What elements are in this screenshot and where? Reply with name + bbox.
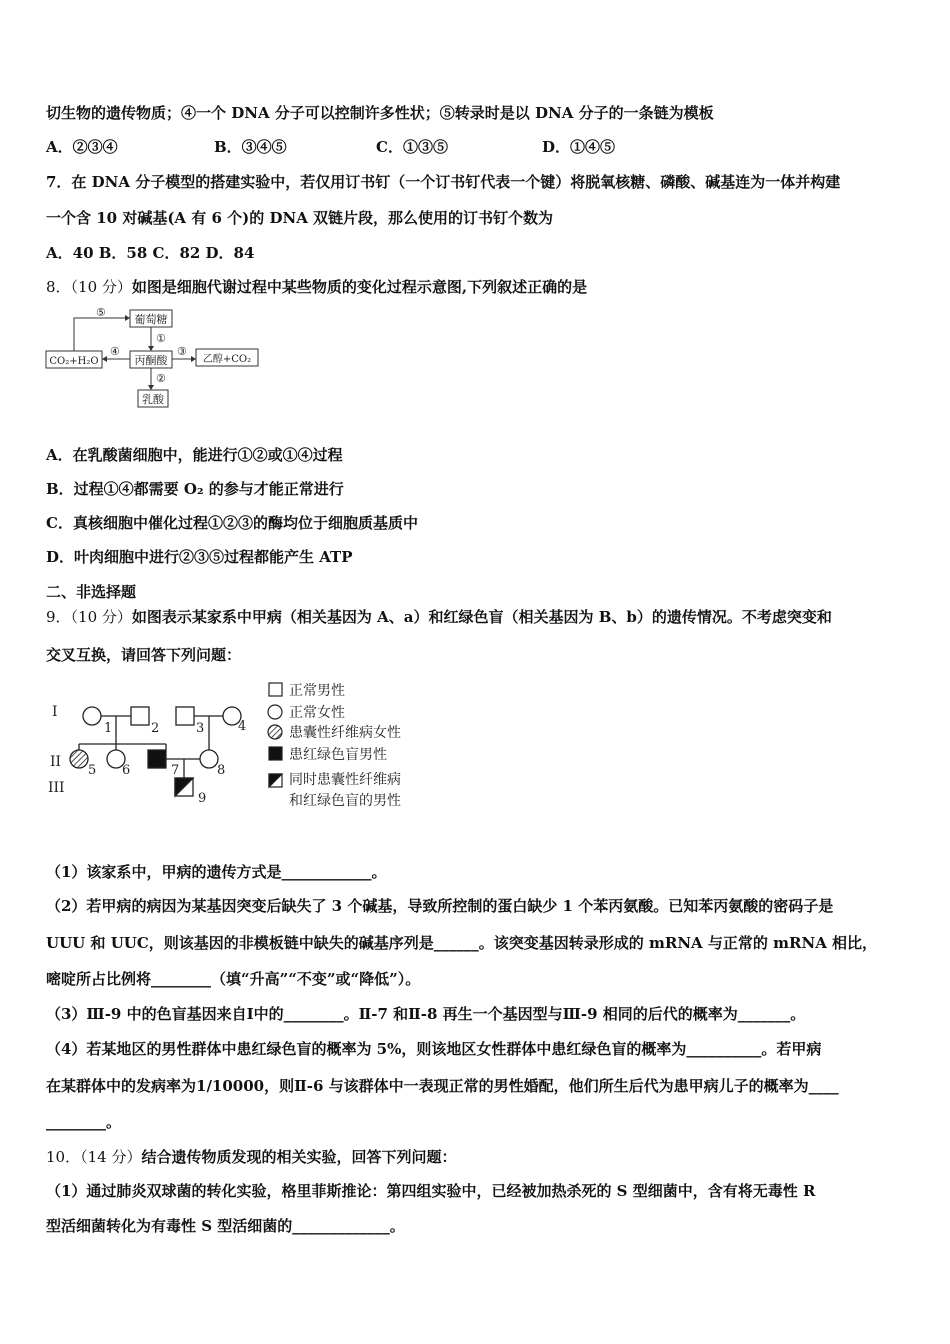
step-5-label: ⑤: [96, 306, 106, 319]
step-4-label: ④: [110, 345, 120, 358]
legend-both-male-line2: 和红绿色盲的男性: [289, 793, 401, 809]
q6-option-a: A．②③④: [46, 138, 118, 156]
q8-stem: [46, 276, 587, 297]
q10-part1-line1: （1）通过肺炎双球菌的转化实验，格里菲斯推论：第四组实验中，已经被加热杀死的 S 型细菌中，含有将无毒性 R: [46, 1182, 816, 1200]
lactic-acid-label: 乳酸: [142, 393, 164, 406]
pyruvate-label: 丙酮酸: [134, 354, 168, 367]
q9-part2-line3: 嘧啶所占比例将________（填“升高”“不变”或“降低”）。: [46, 970, 421, 988]
q9-part4-line1: （4）若某地区的男性群体中患红绿色盲的概率为 5%，则该地区女性群体中患红绿色盲的概率为__________。若甲病: [46, 1040, 822, 1058]
label-4: 4: [238, 719, 247, 734]
label-6: 6: [122, 763, 131, 778]
individual-3: [176, 707, 194, 725]
step-3-label: ③: [177, 345, 187, 358]
q10-score: （14 分）: [80, 1148, 142, 1166]
legend-cf-female-icon: [268, 725, 282, 739]
legend-colorblind-male-icon: [269, 747, 282, 760]
q7-options: A．40 B．58 C．82 D．84: [46, 244, 255, 262]
q9-part3: （3）Ⅲ-9 中的色盲基因来自Ⅰ中的________。Ⅱ-7 和Ⅱ-8 再生一个基因型与Ⅲ-9 相同的后代的概率为_______。: [46, 1005, 806, 1023]
q9-score: （10 分）: [70, 608, 132, 626]
generation-3-label: III: [48, 780, 65, 796]
q10-number: 10．: [46, 1148, 81, 1166]
q7-line2: 一个含 10 对碱基(A 有 6 个)的 DNA 双链片段，那么使用的订书钉个数为: [46, 209, 554, 227]
q10-stem: [46, 1146, 456, 1167]
generation-2-label: II: [50, 754, 62, 770]
q9-part2-line2: UUU 和 UUC，则该基因的非模板链中缺失的碱基序列是______。该突变基因转录形成的 mRNA 与正常的 mRNA 相比，: [46, 934, 878, 952]
q9-part1: （1）该家系中，甲病的遗传方式是____________。: [46, 863, 387, 881]
individual-2: [131, 707, 149, 725]
legend-both-male-line1: 同时患囊性纤维病: [289, 772, 401, 788]
q10-stem-text: 结合遗传物质发现的相关实验，回答下列问题：: [141, 1148, 457, 1166]
individual-7: [148, 750, 166, 768]
ethanol-co2-label: 乙醇+CO₂: [202, 354, 252, 365]
label-7: 7: [171, 763, 180, 778]
q8-option-d: D．叶肉细胞中进行②③⑤过程都能产生 ATP: [46, 548, 353, 566]
q6-tail: 切生物的遗传物质；④一个 DNA 分子可以控制许多性状；⑤转录时是以 DNA 分子的一条链为模板: [46, 104, 714, 122]
label-1: 1: [104, 721, 113, 736]
individual-1: [83, 707, 101, 725]
q9-number: 9．: [46, 608, 71, 626]
q9-stem: [46, 606, 832, 627]
q8-option-b: B．过程①④都需要 O₂ 的参与才能正常进行: [46, 480, 344, 498]
q8-option-a: A．在乳酸菌细胞中，能进行①②或①④过程: [46, 446, 343, 464]
label-5: 5: [88, 763, 97, 778]
pedigree-chart: [44, 676, 444, 814]
q9-stem-line2: 交叉互换，请回答下列问题：: [46, 646, 242, 664]
label-9: 9: [198, 791, 207, 806]
q8-number: 8．: [46, 278, 71, 296]
q6-option-b: B．③④⑤: [214, 138, 287, 156]
legend-normal-female: 正常女性: [289, 705, 345, 721]
legend-normal-male-icon: [269, 683, 282, 696]
step-1-label: ①: [156, 332, 166, 345]
legend-cf-female: 患囊性纤维病女性: [289, 725, 401, 741]
q9-part4-line3: ________。: [46, 1113, 122, 1131]
label-3: 3: [196, 721, 205, 736]
co2-h2o-label: CO₂+H₂O: [49, 356, 99, 367]
label-8: 8: [217, 763, 226, 778]
q9-stem-text: 如图表示某家系中甲病（相关基因为 A、a）和红绿色盲（相关基因为 B、b）的遗传情况。不考虑突变和: [131, 608, 832, 626]
metabolism-diagram: [44, 306, 260, 412]
q6-option-c: C．①③⑤: [376, 138, 448, 156]
label-2: 2: [151, 721, 160, 736]
legend-normal-female-icon: [268, 705, 282, 719]
section-heading: 二、非选择题: [46, 583, 137, 601]
individual-8: [200, 750, 218, 768]
q8-option-c: C．真核细胞中催化过程①②③的酶均位于细胞质基质中: [46, 514, 418, 532]
q7-line1: 7．在 DNA 分子模型的搭建实验中，若仅用订书钉（一个订书钉代表一个键）将脱氧核糖、磷酸、碱基连为一体并构建: [46, 173, 841, 191]
step-2-label: ②: [156, 372, 166, 385]
q9-part2-line1: （2）若甲病的病因为某基因突变后缺失了 3 个碱基，导致所控制的蛋白缺少 1 个苯丙氨酸。已知苯丙氨酸的密码子是: [46, 897, 834, 915]
legend-colorblind-male: 患红绿色盲男性: [289, 747, 387, 763]
q10-part1-line2: 型活细菌转化为有毒性 S 型活细菌的_____________。: [46, 1217, 405, 1235]
individual-5: [70, 750, 88, 768]
q8-stem-text: 如图是细胞代谢过程中某些物质的变化过程示意图,下列叙述正确的是: [131, 278, 588, 296]
legend-normal-male: 正常男性: [289, 683, 345, 699]
q6-option-d: D．①④⑤: [542, 138, 616, 156]
q8-score: （10 分）: [70, 278, 132, 296]
q9-part4-line2: 在某群体中的发病率为1/10000，则Ⅱ-6 与该群体中一表现正常的男性婚配，他们所生后代为患甲病儿子的概率为____: [46, 1077, 839, 1095]
glucose-label: 葡萄糖: [134, 313, 168, 326]
generation-1-label: I: [52, 704, 58, 720]
